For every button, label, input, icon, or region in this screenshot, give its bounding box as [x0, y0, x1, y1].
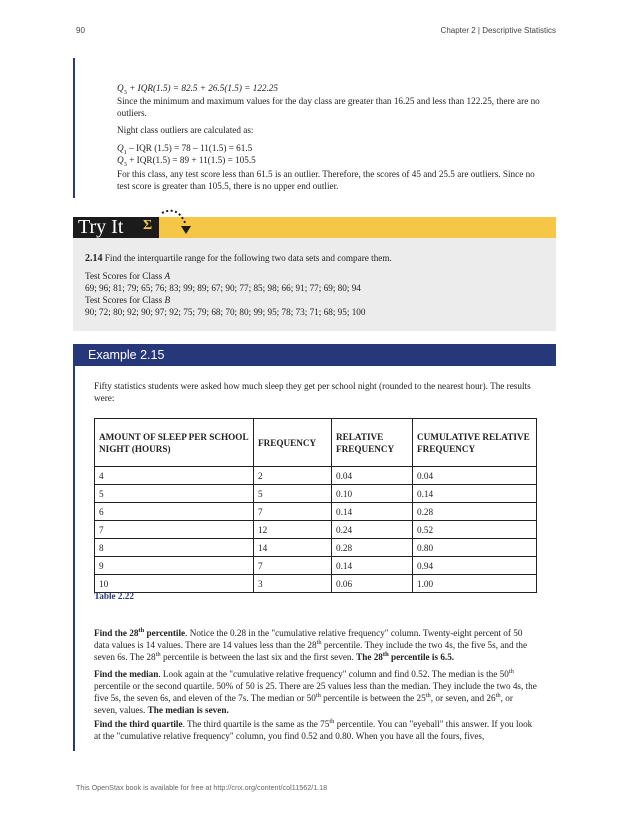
table-caption: Table 2.22: [94, 591, 134, 601]
sigma-icon: Σ: [143, 218, 153, 233]
chapter-title: Chapter 2 | Descriptive Statistics: [440, 26, 556, 35]
table-row: 5 5 0.10 0.14: [95, 485, 537, 503]
table-row: 7 12 0.24 0.52: [95, 521, 537, 539]
class-b-scores: 90; 72; 80; 92; 90; 97; 92; 75; 79; 68; 70; 80; 99; 95; 78; 73; 71; 68; 95; 100: [85, 307, 366, 317]
header-cell-sleep: AMOUNT OF SLEEP PER SCHOOL NIGHT (HOURS): [95, 419, 254, 467]
left-rule-top: [73, 58, 75, 198]
paragraph-median: Find the median. Look again at the "cumulative relative frequency" column and find 0.52. The median is the 50th percentile or the second quartile. 50% of 50 is 25. There are 25 values less than the median. They include the two 4s, the five 5s, the seven 6s, and eleven of the 7s. The median or 50th percentile is between the 25th, or seven, and 26th, or seven, values. The median is seven.: [94, 667, 537, 715]
class-a-scores: 69; 96; 81; 79; 65; 76; 83; 99; 89; 67; 90; 77; 85; 98; 66; 91; 77; 69; 80; 94: [85, 283, 361, 293]
paragraph-third-quartile: Find the third quartile. The third quartile is the same as the 75th percentile. You can "eyeball" this answer. If you look at the "cumulative relative frequency" column, you find 0.52 and 0.80. When you have all the fours, fives,: [94, 717, 533, 741]
equation-q3-night: $Q_3 + IQR(1.5) = 89 + 11(1.5) = 105.5$: [117, 155, 256, 168]
page-footer: This OpenStax book is available for free at http://cnx.org/content/col11562/1.18: [76, 783, 328, 792]
page-number: 90: [76, 26, 85, 35]
table-row: 10 3 0.06 1.00: [95, 575, 537, 593]
paragraph-day-outliers: Since the minimum and maximum values for the day class are greater than 16.25 and less than 122.25, there are no outliers.: [117, 96, 540, 118]
paragraph-28th-percentile: Find the 28th percentile. Notice the 0.28 in the "cumulative relative frequency" column. Twenty-eight percent of 50 data values is 14 values. There are 14 values less than the 28th percentile. They include the two 4s, the five 5s, and the seven 6s. The 28th percentile is between the last six and the first seven. The 28th percentile is 6.5.: [94, 626, 528, 662]
sleep-frequency-table: [94, 418, 537, 593]
equation-q3-day: $Q_3 + IQR(1.5) = 82.5 + 26.5(1.5) = 122.25$: [117, 83, 278, 96]
table-header-row: [95, 419, 537, 467]
table-row: 9 7 0.14 0.94: [95, 557, 537, 575]
tryit-label: Try It: [78, 216, 124, 238]
example-title: Example 2.15: [88, 348, 165, 362]
header-cell-cumulative: CUMULATIVE RELATIVE FREQUENCY: [413, 419, 537, 467]
left-rule-example: [73, 366, 75, 751]
equation-q1-night: $Q_1$ – IQR (1.5) = 78 – 11(1.5) = 61.5: [117, 143, 253, 156]
table-row: 8 14 0.28 0.80: [95, 539, 537, 557]
table-row: 6 7 0.14 0.28: [95, 503, 537, 521]
paragraph-night-intro: Night class outliers are calculated as:: [117, 125, 254, 135]
exercise-number: 2.14: [85, 253, 103, 264]
header-cell-frequency: FREQUENCY: [254, 419, 332, 467]
dotted-arrow-icon: [160, 207, 194, 237]
table-row: 4 2 0.04 0.04: [95, 467, 537, 485]
tryit-content: 2.14 Find the interquartile range for the following two data sets and compare them. Test Scores for Class A 69; 96; 81; 79; 65; 76; 83; 99; 89; 67; 90; 77; 85; 98; 66; 91; 77; 69; 80; 94 Test Scores for Class B 90; 72; 80; 92; 90; 97; 92; 75; 79; 68; 70; 80; 99; 95; 78; 73; 71; 68; 95; 100: [85, 252, 545, 318]
paragraph-night-outliers: For this class, any test score less than 61.5 is an outlier. Therefore, the scores of 45 and 25.5 are outliers. Since no test score is greater than 105.5, there is no upper end outlier.: [117, 169, 535, 191]
example-intro: Fifty statistics students were asked how much sleep they get per school night (rounded to the nearest hour). The results were:: [94, 381, 531, 403]
header-cell-relative: RELATIVE FREQUENCY: [332, 419, 413, 467]
